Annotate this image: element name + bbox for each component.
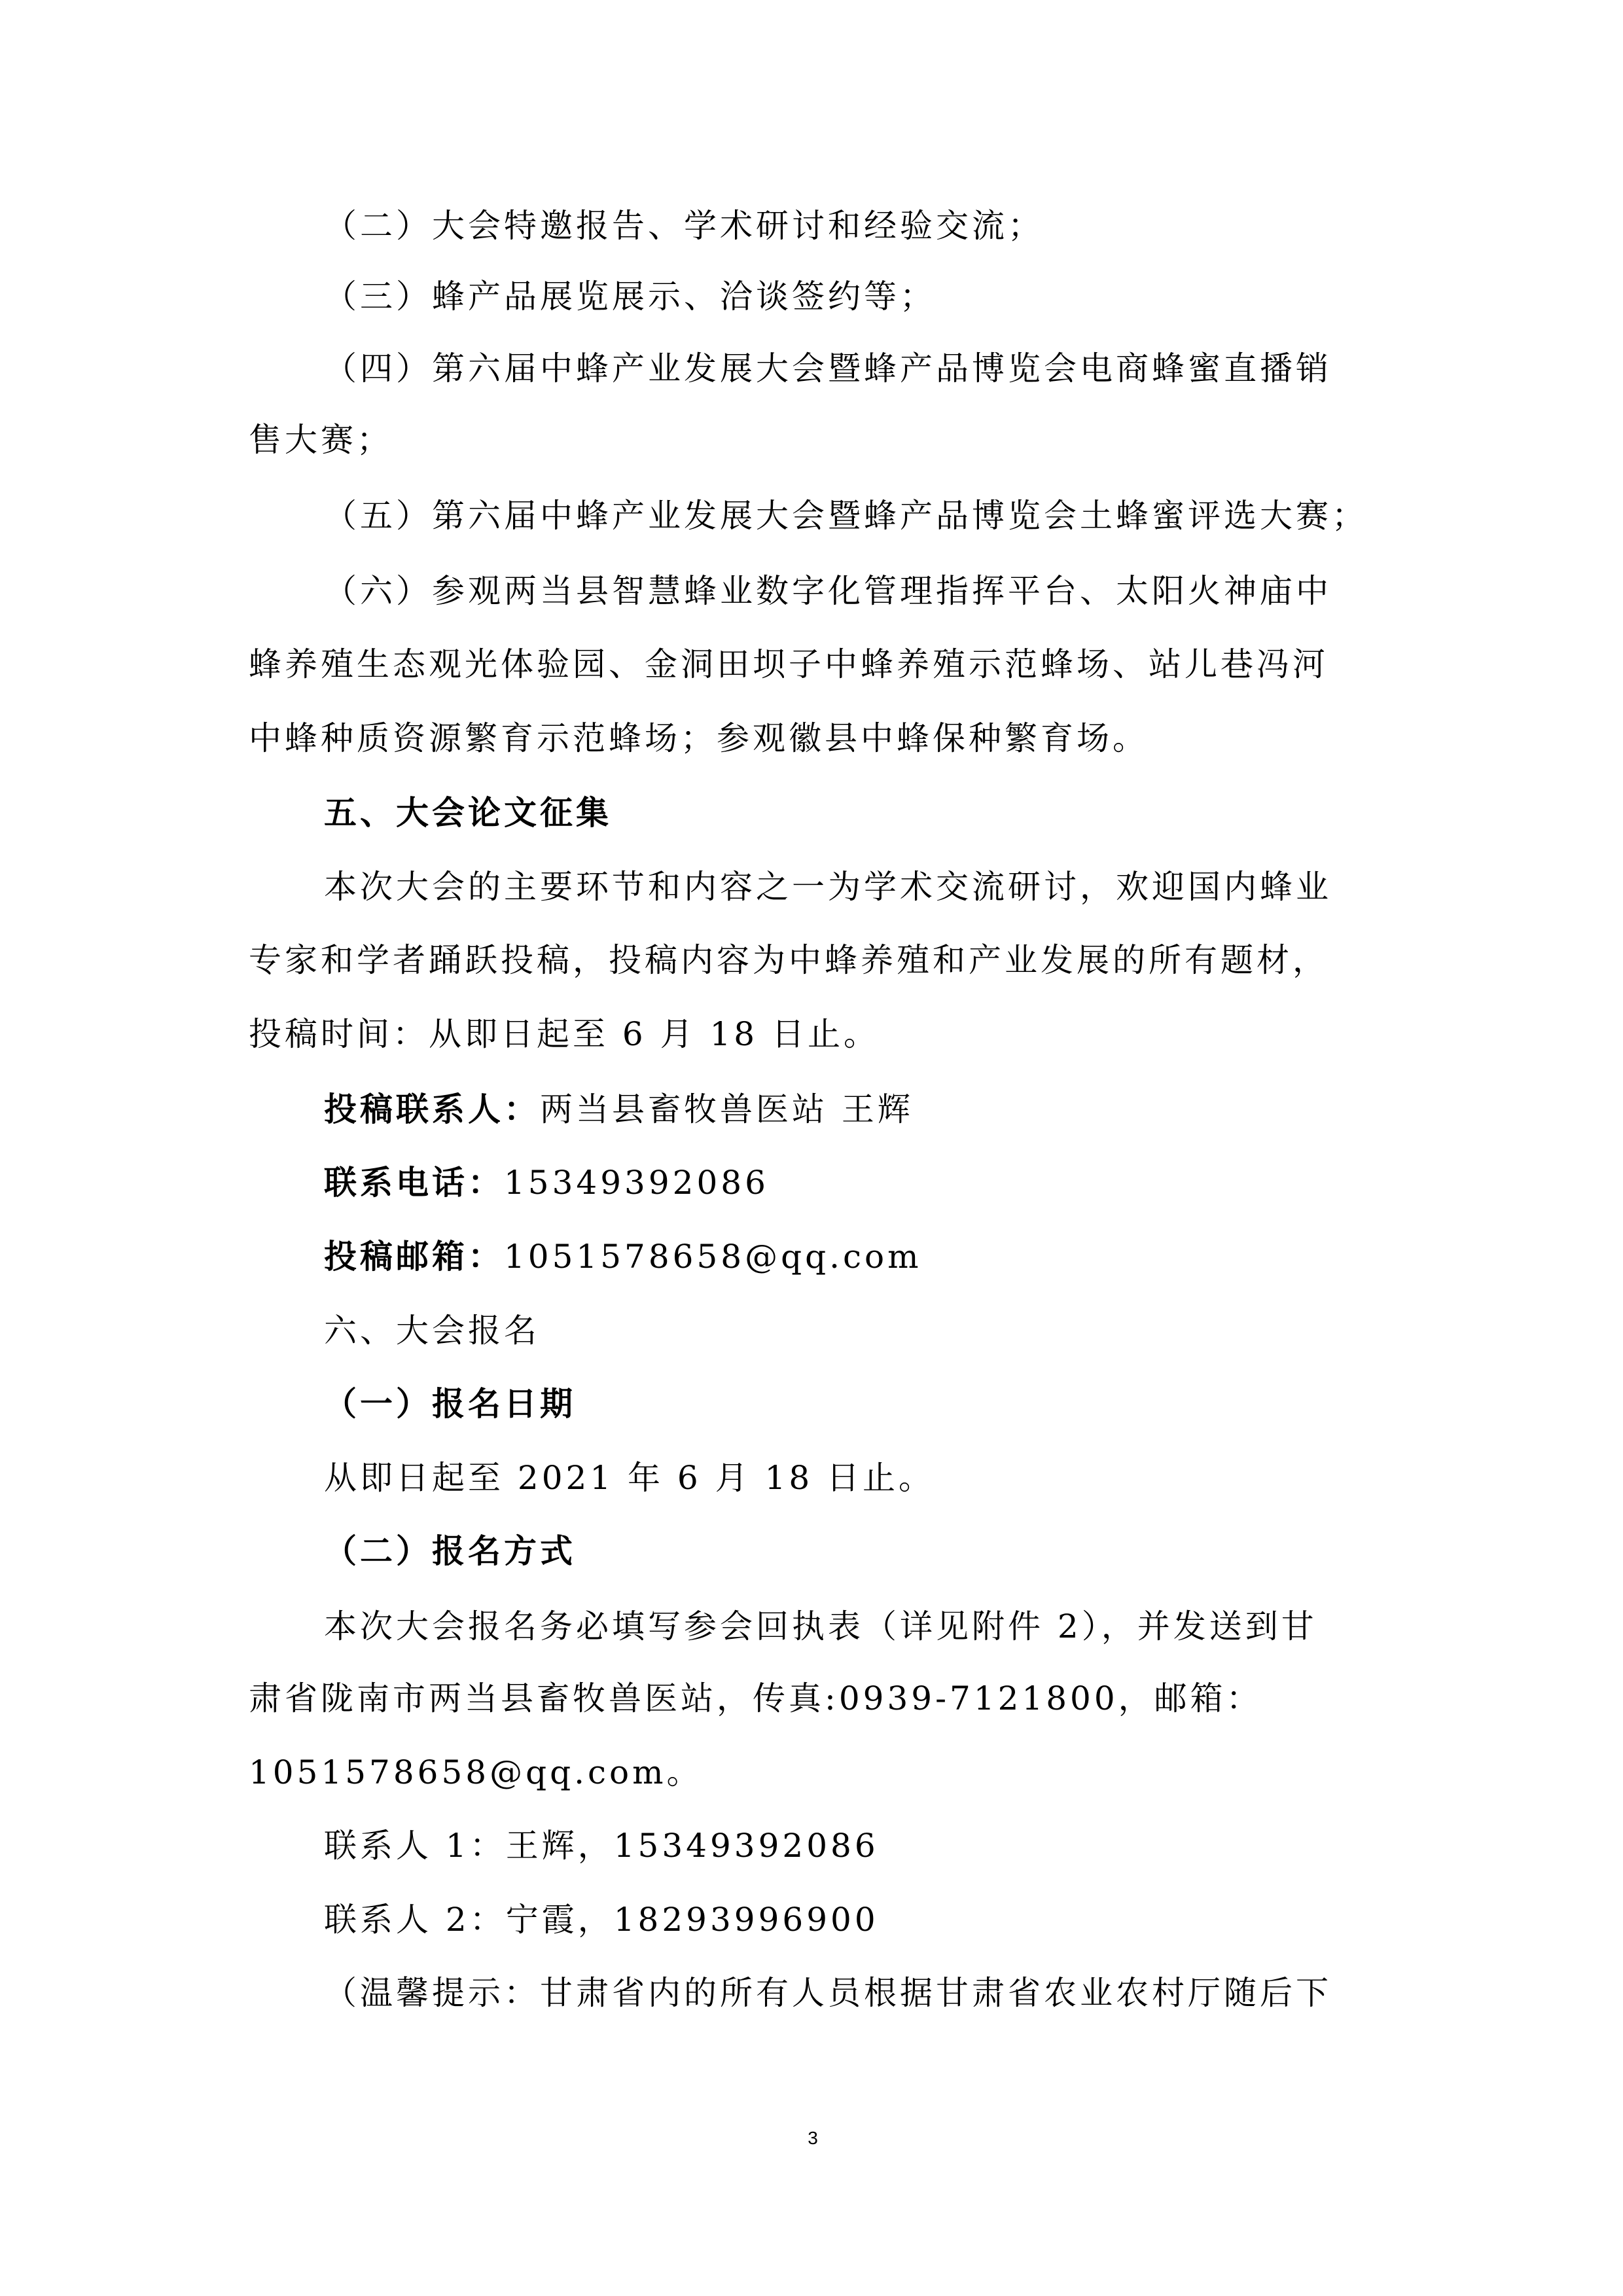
- item-4-line-1: （四）第六届中蜂产业发展大会暨蜂产品博览会电商蜂蜜直播销: [324, 350, 1332, 387]
- section-6-sub-1-heading: （一）报名日期: [324, 1384, 576, 1423]
- page-number: 3: [808, 2128, 818, 2148]
- submission-phone-label: 联系电话：: [324, 1163, 504, 1202]
- submission-contact-value: 两当县畜牧兽医站 王辉: [540, 1090, 914, 1128]
- submission-phone-value: 15349392086: [504, 1164, 769, 1202]
- section-6-sub-2-line-2: 肃省陇南市两当县畜牧兽医站，传真:0939-7121800，邮箱：: [249, 1679, 1262, 1717]
- submission-email-label: 投稿邮箱：: [324, 1237, 504, 1276]
- item-6-line-2: 蜂养殖生态观光体验园、金洞田坝子中蜂养殖示范蜂场、站儿巷冯河: [249, 645, 1329, 683]
- section-5-heading: 五、大会论文征集: [324, 793, 612, 832]
- submission-email-value: 1051578658@qq.com: [504, 1238, 922, 1276]
- warm-tip: （温馨提示：甘肃省内的所有人员根据甘肃省农业农村厅随后下: [324, 1974, 1332, 2012]
- item-4-line-2: 售大赛；: [249, 421, 393, 459]
- item-6-line-1: （六）参观两当县智慧蜂业数字化管理指挥平台、太阳火神庙中: [324, 572, 1332, 610]
- submission-email: [324, 1237, 922, 1276]
- item-5: （五）第六届中蜂产业发展大会暨蜂产品博览会土蜂蜜评选大赛；: [324, 497, 1368, 535]
- section-6-sub-2-line-1: 本次大会报名务必填写参会回执表（详见附件 2），并发送到甘: [324, 1607, 1317, 1645]
- submission-contact: [324, 1090, 914, 1129]
- item-2: （二）大会特邀报告、学术研讨和经验交流；: [324, 207, 1044, 245]
- section-5-paragraph-line-3: 投稿时间：从即日起至 6 月 18 日止。: [249, 1015, 880, 1053]
- submission-contact-label: 投稿联系人：: [324, 1090, 540, 1128]
- section-6-sub-2-line-3: 1051578658@qq.com。: [249, 1753, 703, 1791]
- registration-contact-2: 联系人 2：宁霞，18293996900: [324, 1901, 879, 1939]
- item-6-line-3: 中蜂种质资源繁育示范蜂场；参观徽县中蜂保种繁育场。: [249, 719, 1149, 757]
- section-6-sub-2-heading: （二）报名方式: [324, 1532, 576, 1570]
- section-6-heading: 六、大会报名: [324, 1312, 540, 1350]
- section-5-paragraph-line-2: 专家和学者踊跃投稿，投稿内容为中蜂养殖和产业发展的所有题材，: [249, 941, 1329, 979]
- section-5-paragraph-line-1: 本次大会的主要环节和内容之一为学术交流研讨，欢迎国内蜂业: [324, 868, 1332, 906]
- registration-contact-1: 联系人 1：王辉，15349392086: [324, 1827, 879, 1865]
- item-3: （三）蜂产品展览展示、洽谈签约等；: [324, 278, 936, 315]
- section-6-sub-1-text: 从即日起至 2021 年 6 月 18 日止。: [324, 1459, 935, 1497]
- submission-phone: [324, 1163, 769, 1202]
